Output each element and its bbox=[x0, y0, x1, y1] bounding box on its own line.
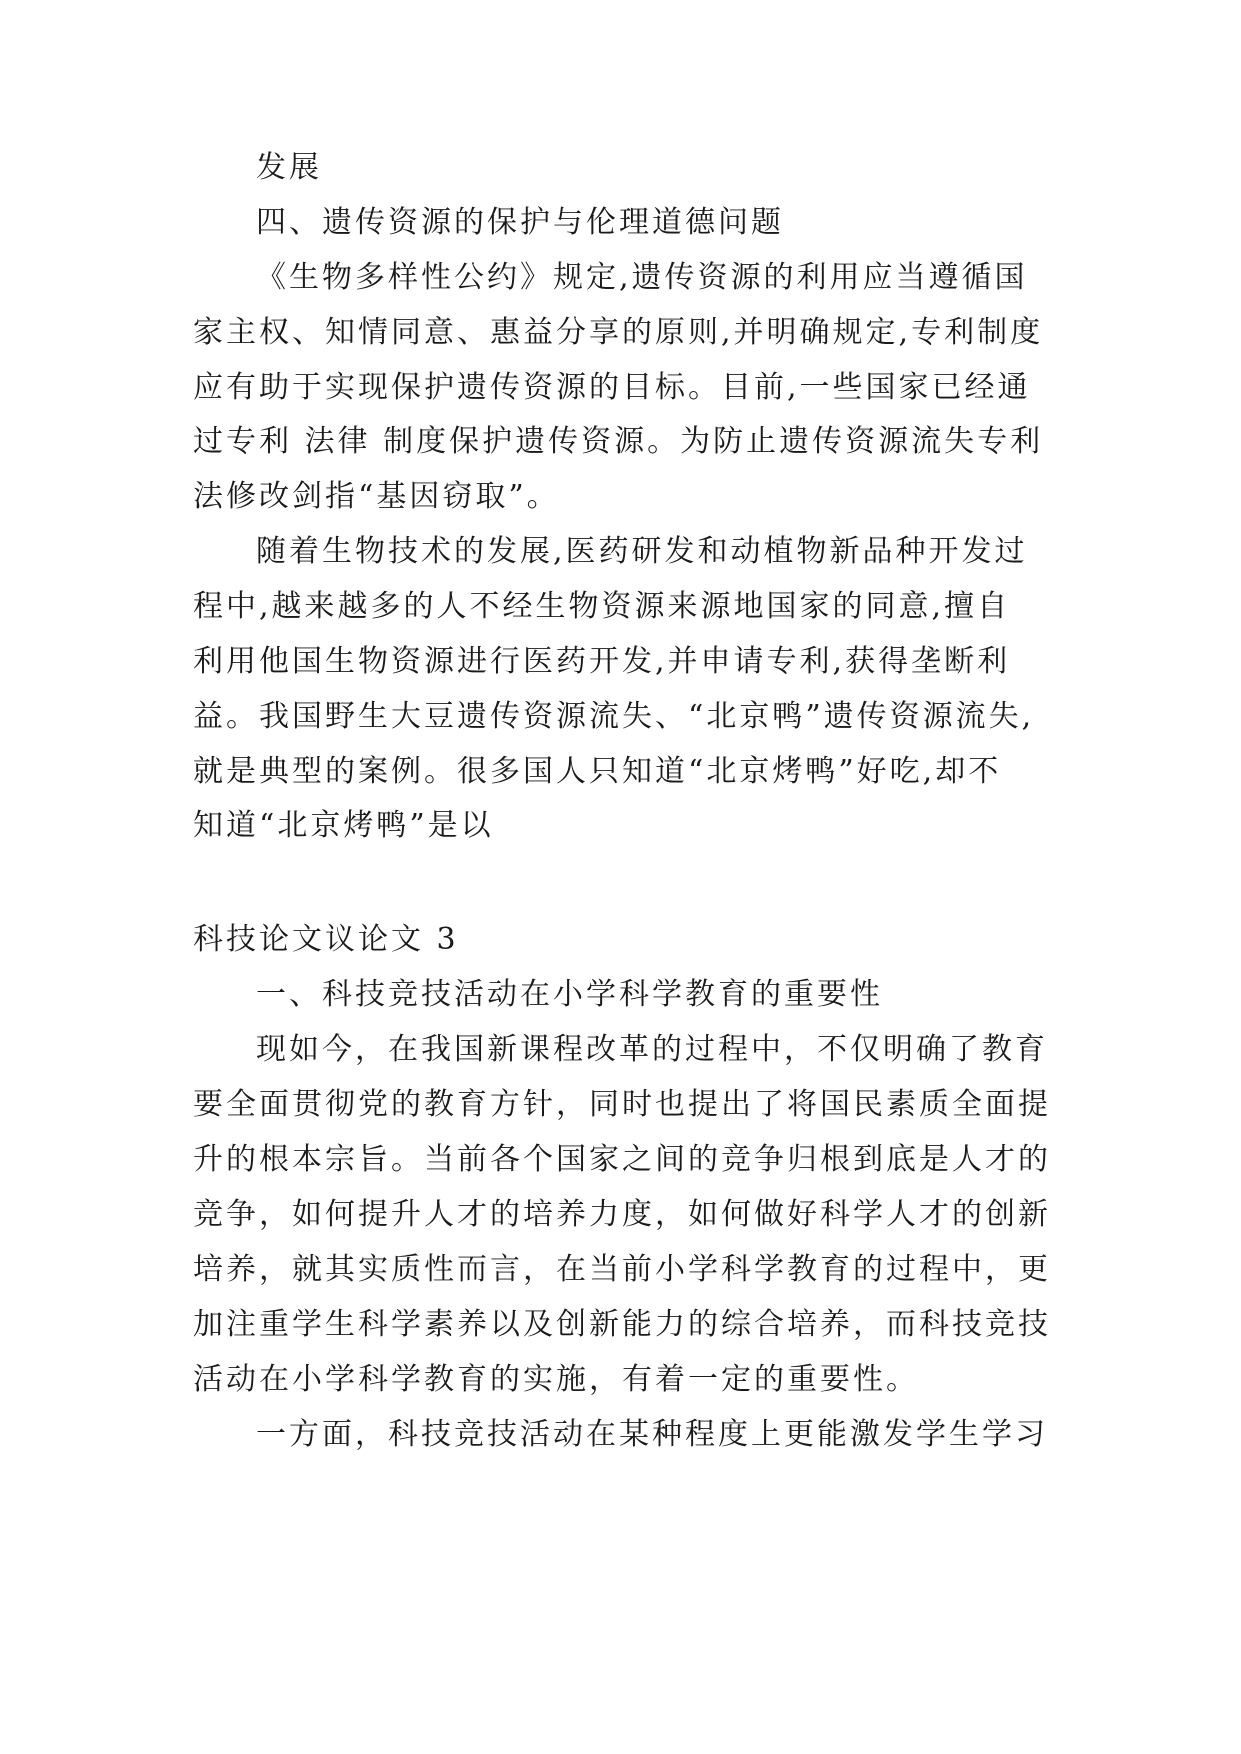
paragraph-line: 就是典型的案例。很多国人只知道“北京烤鸭”好吃,却不 bbox=[193, 754, 1002, 789]
continued-text: 发展 bbox=[256, 150, 322, 185]
section-heading: 一、科技竞技活动在小学科学教育的重要性 bbox=[256, 977, 883, 1012]
paragraph-line: 利用他国生物资源进行医药开发,并申请专利,获得垄断利 bbox=[193, 644, 1011, 679]
paragraph-line: 程中,越来越多的人不经生物资源来源地国家的同意,擅自 bbox=[193, 589, 1011, 624]
paragraph-line: 家主权、知情同意、惠益分享的原则,并明确规定,专利制度 bbox=[193, 315, 1044, 350]
paragraph-line: 一方面，科技竞技活动在某种程度上更能激发学生学习 bbox=[256, 1417, 1048, 1452]
paragraph-line: 活动在小学科学教育的实施，有着一定的重要性。 bbox=[193, 1362, 919, 1397]
paragraph-line: 益。我国野生大豆遗传资源流失、“北京鸭”遗传资源流失, bbox=[193, 699, 1035, 734]
paragraph-line: 知道“北京烤鸭”是以 bbox=[193, 808, 494, 843]
paragraph-line: 随着生物技术的发展,医药研发和动植物新品种开发过 bbox=[256, 534, 1028, 569]
paragraph-line: 过专利 法律 制度保护遗传资源。为防止遗传资源流失专利 bbox=[193, 424, 1044, 459]
paragraph-line: 升的根本宗旨。当前各个国家之间的竞争归根到底是人才的 bbox=[193, 1142, 1051, 1177]
paragraph-line: 应有助于实现保护遗传资源的目标。目前,一些国家已经通 bbox=[193, 370, 1031, 405]
paragraph-line: 要全面贯彻党的教育方针，同时也提出了将国民素质全面提 bbox=[193, 1087, 1051, 1122]
paragraph-line: 竞争，如何提升人才的培养力度，如何做好科学人才的创新 bbox=[193, 1197, 1051, 1232]
paragraph-line: 法修改剑指“基因窃取”。 bbox=[193, 479, 560, 514]
article-title: 科技论文议论文 3 bbox=[193, 922, 459, 957]
paragraph-line: 现如今，在我国新课程改革的过程中，不仅明确了教育 bbox=[256, 1032, 1048, 1067]
section-heading: 四、遗传资源的保护与伦理道德问题 bbox=[256, 205, 784, 240]
paragraph-line: 《生物多样性公约》规定,遗传资源的利用应当遵循国 bbox=[256, 260, 1028, 295]
paragraph-line: 加注重学生科学素养以及创新能力的综合培养，而科技竞技 bbox=[193, 1307, 1051, 1342]
paragraph-line: 培养，就其实质性而言，在当前小学科学教育的过程中，更 bbox=[193, 1252, 1051, 1287]
